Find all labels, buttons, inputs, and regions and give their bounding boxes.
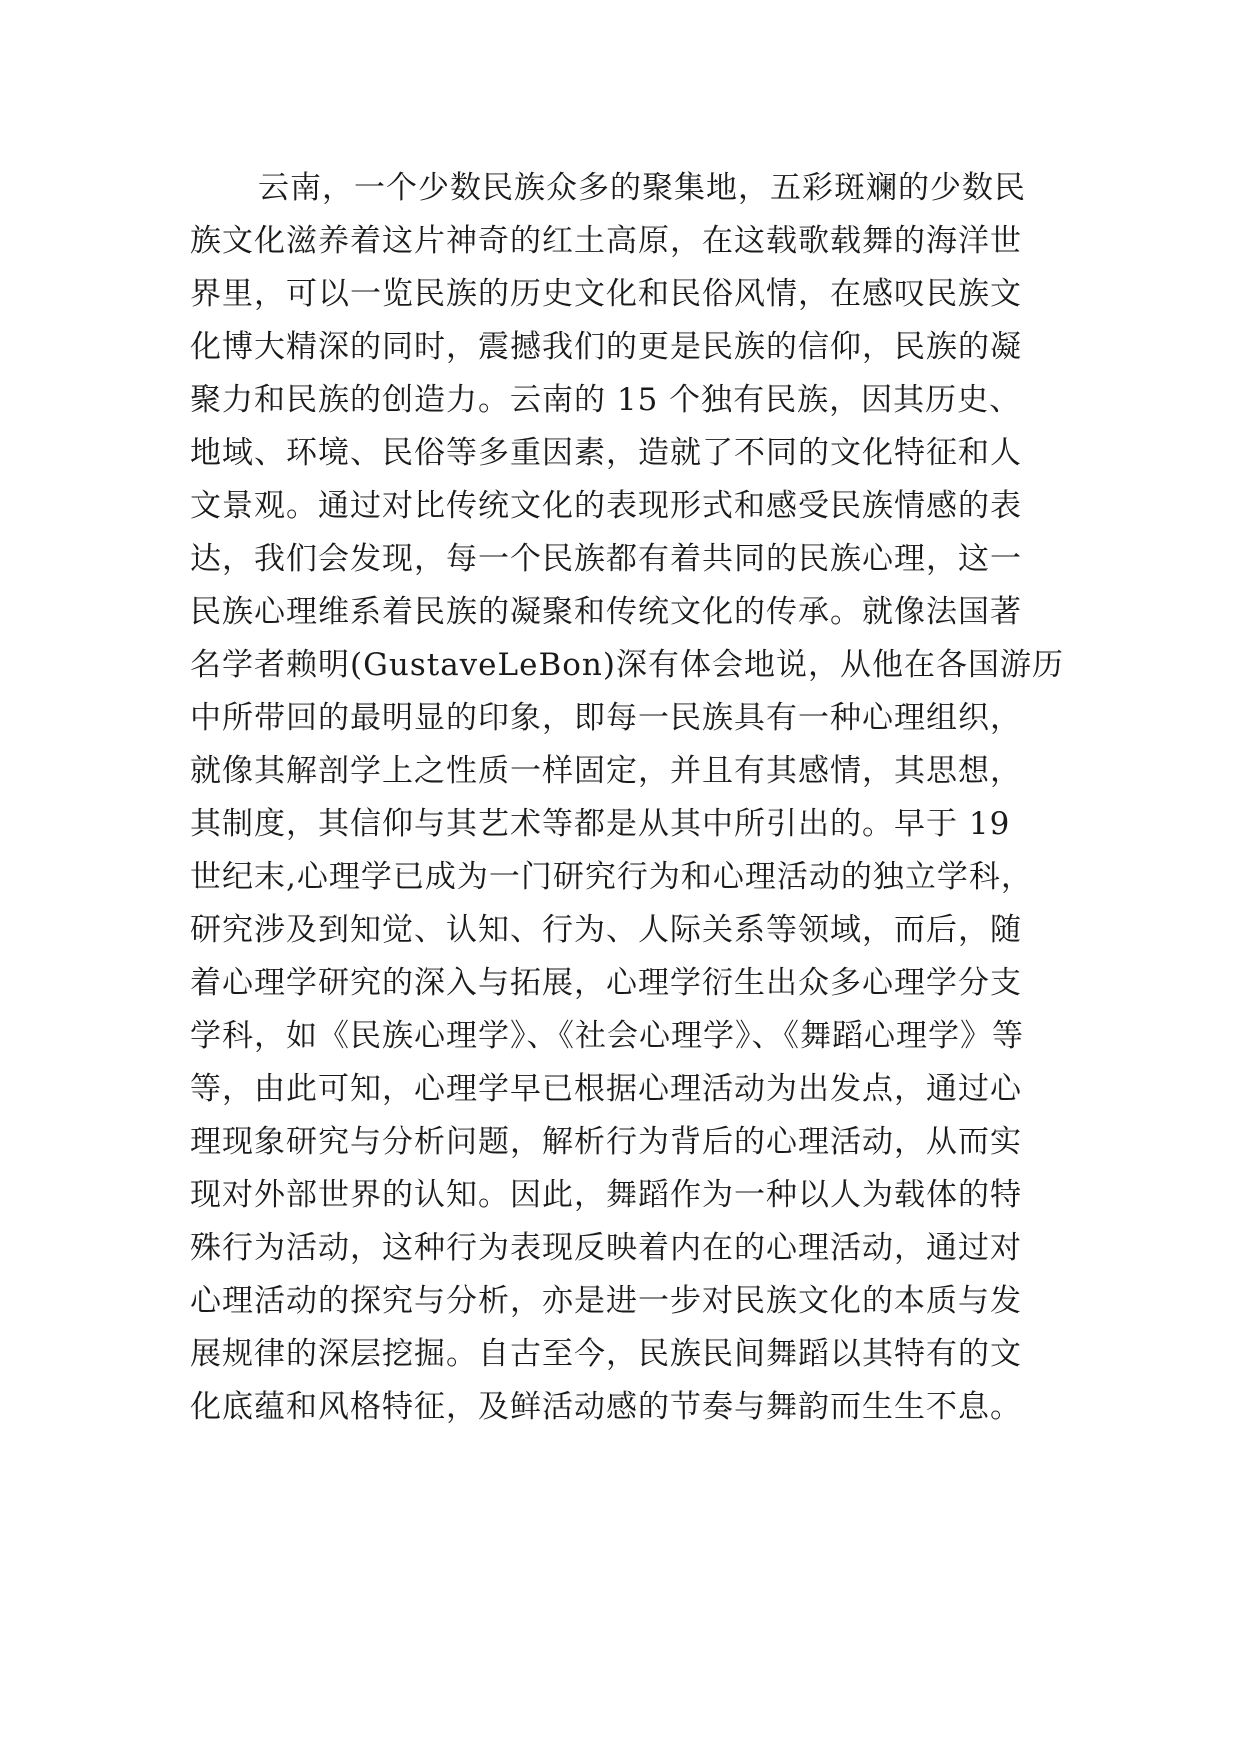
paragraph-line: 达，我们会发现，每一个民族都有着共同的民族心理，这一 xyxy=(190,541,1022,577)
paragraph-line: 名学者赖明(GustaveLeBon)深有体会地说，从他在各国游历 xyxy=(190,647,1064,683)
paragraph-line: 中所带回的最明显的印象，即每一民族具有一种心理组织， xyxy=(190,700,1022,736)
paragraph-line: 世纪末,心理学已成为一门研究行为和心理活动的独立学科， xyxy=(190,859,1033,895)
paragraph-line: 现对外部世界的认知。因此，舞蹈作为一种以人为载体的特 xyxy=(190,1177,1022,1213)
paragraph-line: 化博大精深的同时，震撼我们的更是民族的信仰，民族的凝 xyxy=(190,329,1022,365)
paragraph-line: 等，由此可知，心理学早已根据心理活动为出发点，通过心 xyxy=(190,1071,1022,1107)
paragraph-line: 地域、环境、民俗等多重因素，造就了不同的文化特征和人 xyxy=(190,435,1022,471)
body-paragraph xyxy=(190,162,1070,1434)
paragraph-line: 着心理学研究的深入与拓展，心理学衍生出众多心理学分支 xyxy=(190,965,1022,1001)
paragraph-line: 理现象研究与分析问题，解析行为背后的心理活动，从而实 xyxy=(190,1124,1022,1160)
paragraph-line: 展规律的深层挖掘。自古至今，民族民间舞蹈以其特有的文 xyxy=(190,1336,1022,1372)
paragraph-line: 聚力和民族的创造力。云南的 15 个独有民族，因其历史、 xyxy=(190,382,1022,418)
paragraph-line: 文景观。通过对比传统文化的表现形式和感受民族情感的表 xyxy=(190,488,1022,524)
paragraph-line: 民族心理维系着民族的凝聚和传统文化的传承。就像法国著 xyxy=(190,594,1022,630)
paragraph-line: 界里，可以一览民族的历史文化和民俗风情，在感叹民族文 xyxy=(190,276,1022,312)
paragraph-line: 学科，如《民族心理学》、《社会心理学》、《舞蹈心理学》等 xyxy=(190,1018,1024,1054)
paragraph-line: 族文化滋养着这片神奇的红土高原，在这载歌载舞的海洋世 xyxy=(190,223,1022,259)
paragraph-line: 心理活动的探究与分析，亦是进一步对民族文化的本质与发 xyxy=(190,1283,1022,1319)
paragraph-line: 殊行为活动，这种行为表现反映着内在的心理活动，通过对 xyxy=(190,1230,1022,1266)
paragraph-line: 研究涉及到知觉、认知、行为、人际关系等领域，而后，随 xyxy=(190,912,1022,948)
paragraph-line: 化底蕴和风格特征，及鲜活动感的节奏与舞韵而生生不息。 xyxy=(190,1389,1022,1425)
paragraph-line: 就像其解剖学上之性质一样固定，并且有其感情，其思想， xyxy=(190,753,1022,789)
paragraph-line: 其制度，其信仰与其艺术等都是从其中所引出的。早于 19 xyxy=(190,806,1011,842)
paragraph-line: 云南，一个少数民族众多的聚集地，五彩斑斓的少数民 xyxy=(258,170,1026,206)
